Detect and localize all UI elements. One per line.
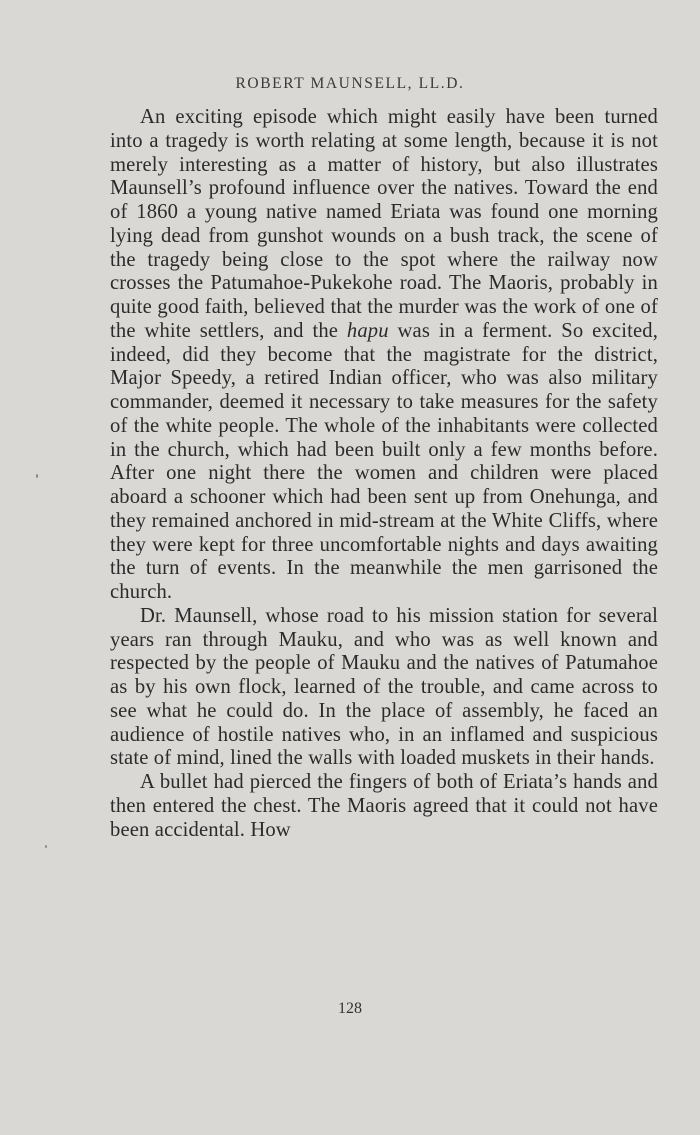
body-text — [110, 106, 658, 842]
paragraph-3: A bullet had pierced the fingers of both of Eriata’s hands and then entered the chest. The Maoris agreed that it could not have been accidental. How — [110, 771, 658, 841]
paragraph-1-text-a: An exciting episode which might easily have been turned into a tragedy is worth relating at some length, because it is not merely interesting as a matter of history, but also illustrates Maunsell’s profound influence over the natives. Toward the end of 1860 a young native named Eriata was found one morning lying dead from gunshot wounds on a bush track, the scene of the tragedy being close to the spot where the railway now crosses the Patumahoe-Pukekohe road. The Maoris, probably in quite good faith, believed that the murder was the work of one of the white settlers, and the — [110, 106, 658, 342]
running-head: ROBERT MAUNSELL, LL.D. — [235, 75, 465, 92]
page-number: 128 — [338, 1000, 362, 1017]
paper-speck — [36, 474, 38, 478]
italic-term-hapu: hapu — [346, 319, 389, 342]
paragraph-1 — [110, 106, 658, 605]
paragraph-1-text-b: was in a ferment. So excited, indeed, did they become that the magistrate for the district, Major Speedy, a retired Indian officer, who was also military commander, deemed it necessary to take measures for the safety of the white people. The whole of the inhabitants were collected in the church, which had been built only a few months before. After one night there the women and children were placed aboard a schooner which had been sent up from Onehunga, and they remained anchored in mid-stream at the White Cliffs, where they were kept for three uncomfortable nights and days awaiting the turn of events. In the meanwhile the men garrisoned the church. — [110, 319, 658, 603]
paper-speck — [45, 845, 47, 848]
paragraph-2: Dr. Maunsell, whose road to his mission station for several years ran through Mauku, and who was as well known and respected by the people of Mauku and the natives of Patumahoe as by his own flock, learned of the trouble, and came across to see what he could do. In the place of assembly, he faced an audience of hostile natives who, in an inflamed and suspicious state of mind, lined the walls with loaded muskets in their hands. — [110, 604, 658, 770]
